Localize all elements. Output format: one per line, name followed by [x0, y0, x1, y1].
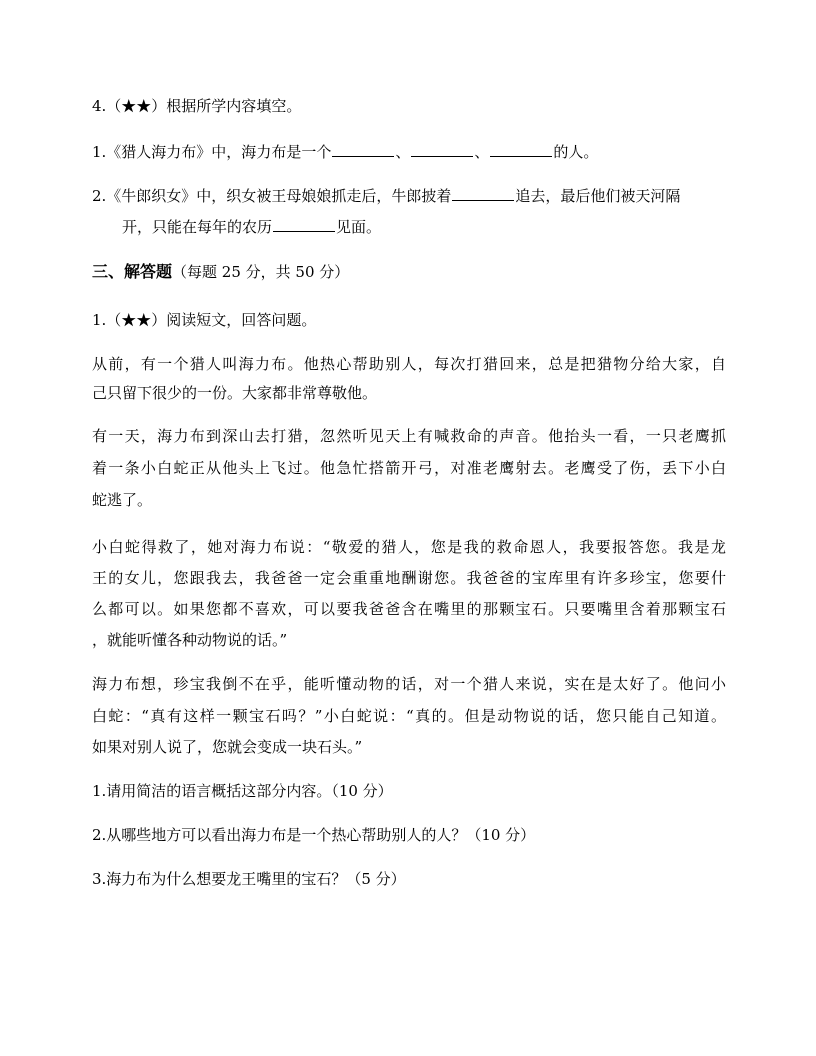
fill-blank-1-suffix: 的人。	[553, 143, 599, 161]
passage-line: 从前，有一个猎人叫海力布。他热心帮助别人，每次打猎回来，总是把猎物分给大家，自	[92, 355, 726, 373]
answer-blank	[490, 141, 552, 157]
fill-blank-2-part: 2.《牛郎织女》中，织女被王母娘娘抓走后，牛郎披着	[92, 187, 452, 205]
section-title: 三、解答题	[92, 262, 173, 281]
question-1-title: 1.（★★）阅读短文，回答问题。	[92, 311, 317, 329]
sub-question-1: 1.请用简洁的语言概括这部分内容。（10 分）	[92, 782, 393, 800]
passage-line: 么都可以。如果您都不喜欢，可以要我爸爸含在嘴里的那颗宝石。只要嘴里含着那颗宝石	[92, 600, 726, 618]
question-4-title: 4.（★★）根据所学内容填空。	[92, 97, 302, 115]
passage-line: 着一条小白蛇正从他头上飞过。他急忙搭箭开弓，对准老鹰射去。老鹰受了伤，丢下小白	[92, 459, 726, 477]
fill-blank-1-prefix: 1.《猎人海力布》中，海力布是一个	[92, 143, 332, 161]
separator: 、	[474, 143, 490, 161]
fill-blank-item-1	[92, 141, 726, 162]
passage-line: 有一天，海力布到深山去打猎，忽然听见天上有喊救命的声音。他抬头一看，一只老鹰抓	[92, 427, 726, 445]
passage-line: 蛇逃了。	[92, 491, 153, 509]
passage-line: 白蛇：“真有这样一颗宝石吗？”小白蛇说：“真的。但是动物说的话，您只能自己知道。	[92, 707, 726, 725]
section-3-heading	[92, 262, 726, 282]
fill-blank-2-part: 见面。	[336, 218, 382, 236]
fill-blank-item-2-line-2	[122, 216, 726, 237]
answer-blank	[452, 185, 514, 201]
answer-blank	[273, 216, 335, 232]
separator: 、	[395, 143, 411, 161]
answer-blank	[411, 141, 473, 157]
fill-blank-item-2-line-1	[92, 185, 726, 206]
sub-question-3: 3.海力布为什么想要龙王嘴里的宝石？（5 分）	[92, 870, 406, 888]
fill-blank-2-part: 开，只能在每年的农历	[122, 218, 273, 236]
passage-line: 如果对别人说了，您就会变成一块石头。”	[92, 738, 363, 756]
passage-line: 王的女儿，您跟我去，我爸爸一定会重重地酬谢您。我爸爸的宝库里有许多珍宝，您要什	[92, 569, 726, 587]
answer-blank	[332, 141, 394, 157]
passage-line: 己只留下很少的一份。大家都非常尊敬他。	[92, 384, 378, 402]
section-score-note: （每题 25 分，共 50 分）	[172, 263, 350, 281]
sub-question-2: 2.从哪些地方可以看出海力布是一个热心帮助别人的人？（10 分）	[92, 826, 536, 844]
passage-line: 海力布想，珍宝我倒不在乎，能听懂动物的话，对一个猎人来说，实在是太好了。他问小	[92, 675, 726, 693]
passage-line: ，就能听懂各种动物说的话。”	[92, 631, 288, 649]
fill-blank-2-part: 追去，最后他们被天河隔	[515, 187, 681, 205]
passage-line: 小白蛇得救了，她对海力布说：“敬爱的猎人，您是我的救命恩人，我要报答您。我是龙	[92, 538, 726, 556]
